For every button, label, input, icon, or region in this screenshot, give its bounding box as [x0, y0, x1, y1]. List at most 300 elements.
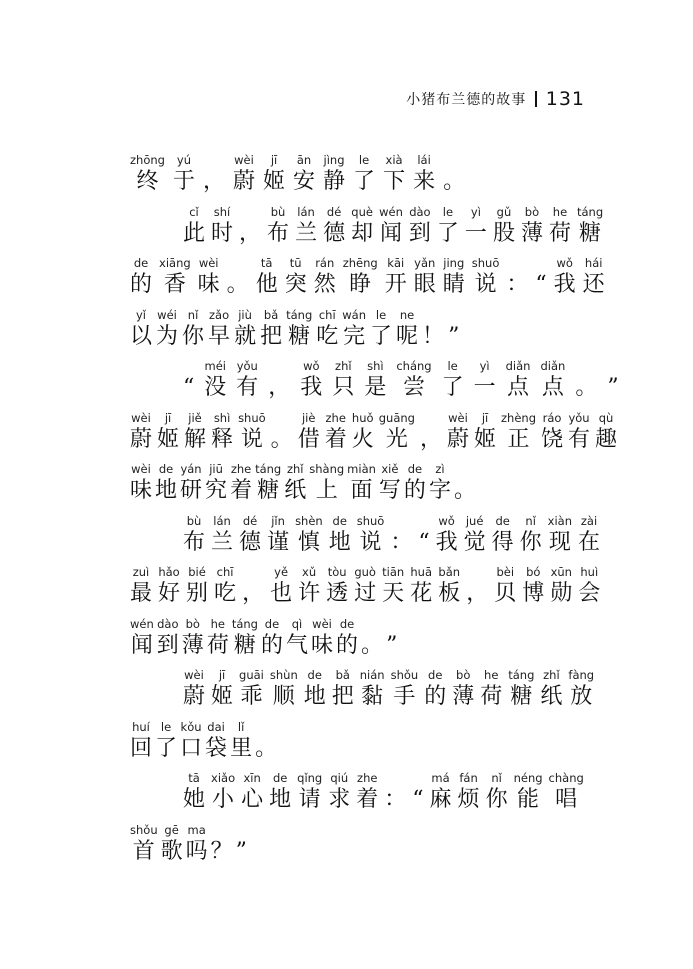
pinyin: wèi [312, 616, 332, 631]
punctuation [412, 771, 423, 813]
hanzi: 下 [383, 169, 406, 194]
ruby-character [286, 308, 312, 350]
punctuation [390, 514, 412, 556]
hanzi: 许 [298, 581, 321, 606]
ruby-character [323, 205, 345, 247]
pinyin: qì [291, 616, 303, 631]
book-title: 小猪布兰德的故事 [406, 92, 527, 108]
pinyin: hǎo [158, 565, 180, 579]
ruby-character [211, 411, 233, 453]
punctuation [607, 359, 618, 401]
pinyin: de [495, 513, 510, 528]
pinyin: chī [216, 565, 234, 579]
hanzi: 火 [351, 426, 374, 452]
hanzi: 袋 [205, 735, 228, 761]
pinyin: fán [459, 771, 478, 785]
ruby-character [207, 617, 229, 659]
ruby-character [540, 359, 565, 401]
hanzi: ” [386, 632, 398, 658]
ruby-character [211, 205, 233, 247]
pinyin: he [210, 616, 225, 631]
pinyin: lǐ [237, 719, 245, 734]
hanzi: 完 [343, 323, 366, 349]
hanzi: ， [466, 581, 489, 606]
pinyin: le [447, 359, 458, 373]
pinyin: de [332, 513, 347, 528]
hanzi: 我 [435, 529, 458, 555]
hanzi: 有 [568, 426, 591, 452]
ruby-character [326, 565, 348, 607]
ruby-character [260, 308, 282, 350]
hanzi: 了 [155, 735, 178, 761]
ruby-character [263, 153, 285, 195]
pinyin: tū [289, 256, 302, 270]
hanzi: 天 [382, 581, 405, 606]
pinyin: nǐ [491, 771, 502, 785]
ruby-character [256, 256, 278, 298]
hanzi: 能 [517, 787, 540, 812]
ruby-character [332, 668, 354, 710]
hanzi: 布 [267, 220, 290, 246]
pinyin: tòu [327, 565, 347, 579]
pinyin: le [160, 719, 172, 734]
pinyin: bó [526, 565, 541, 579]
pinyin: shǒu [390, 668, 419, 682]
running-header [406, 88, 585, 110]
pinyin: táng [231, 616, 258, 631]
pinyin: wèi [198, 256, 219, 270]
ruby-character [391, 668, 419, 710]
ruby-character [404, 462, 426, 504]
hanzi: 上 [315, 478, 338, 503]
hanzi: 博 [522, 581, 545, 606]
ruby-character [347, 462, 376, 504]
hanzi: ， [242, 581, 265, 606]
hanzi: 说 [474, 272, 497, 297]
hanzi: 终 [136, 169, 159, 194]
hanzi: 释 [211, 426, 234, 452]
ruby-character [158, 565, 180, 607]
punctuation [239, 205, 261, 247]
ruby-character [239, 514, 261, 556]
hanzi: 闻 [130, 632, 153, 658]
pinyin: bò [185, 616, 200, 631]
ruby-character [204, 359, 226, 401]
hanzi: 时 [211, 220, 234, 246]
punctuation [386, 617, 397, 659]
pinyin: ān [296, 153, 312, 167]
pinyin: yì [479, 359, 490, 373]
hanzi: 小 [212, 787, 235, 812]
ruby-character [311, 617, 333, 659]
hanzi: 味 [197, 272, 220, 297]
pinyin: nǐ [525, 513, 536, 528]
ruby-character [430, 771, 452, 813]
pinyin: jiū [209, 462, 223, 476]
pinyin: táng [255, 462, 282, 476]
pinyin: què [351, 204, 373, 219]
hanzi: 姬 [263, 169, 286, 194]
hanzi: 糖 [510, 684, 533, 709]
pinyin: bǎ [335, 668, 350, 682]
pinyin: yì [470, 204, 481, 219]
hanzi: 气 [286, 632, 309, 658]
ruby-character [182, 617, 204, 659]
hanzi: 着 [324, 426, 347, 452]
ruby-character [270, 668, 298, 710]
hanzi: 蔚 [446, 426, 469, 452]
ruby-character [442, 359, 464, 401]
pinyin: guāng [378, 410, 415, 425]
ruby-character [186, 823, 208, 865]
ruby-character [370, 308, 392, 350]
hanzi: 德 [239, 529, 262, 555]
ruby-character [130, 153, 165, 195]
ruby-character [554, 256, 576, 298]
pinyin: he [484, 668, 499, 682]
pinyin: shàng [309, 462, 345, 476]
ruby-character [379, 462, 401, 504]
pinyin: hái [584, 256, 603, 270]
pinyin: zhēng [342, 256, 378, 270]
text-line [183, 514, 606, 556]
hanzi: 股 [492, 220, 515, 246]
pinyin: wén [130, 616, 154, 631]
ruby-character [130, 256, 152, 298]
hanzi: 为 [156, 323, 179, 349]
ruby-character [493, 205, 515, 247]
hanzi: 现 [548, 529, 571, 555]
ruby-character [413, 153, 435, 195]
hanzi: 糖 [579, 220, 602, 246]
ruby-character [230, 720, 252, 762]
ruby-character [429, 462, 451, 504]
ruby-character [316, 308, 338, 350]
pinyin: yú [176, 153, 192, 167]
text-line [183, 771, 590, 813]
hanzi: 点 [507, 375, 530, 400]
pinyin: xià [385, 153, 403, 167]
hanzi: 光 [385, 426, 408, 452]
punctuation [236, 823, 247, 865]
ruby-character [548, 514, 572, 556]
pinyin: wǒ [556, 256, 573, 270]
hanzi: “ [418, 529, 430, 555]
ruby-character [550, 565, 572, 607]
ruby-character [183, 205, 205, 247]
pinyin: chàng [548, 771, 584, 785]
pinyin: jiě [188, 410, 202, 425]
pinyin: zhe [230, 462, 252, 476]
ruby-character [261, 617, 283, 659]
pinyin: bù [186, 513, 202, 528]
hanzi: 你 [182, 323, 205, 349]
hanzi: ” [607, 375, 619, 400]
pinyin: fàng [568, 668, 595, 682]
pinyin: wén [379, 204, 403, 219]
hanzi: 薄 [452, 684, 475, 709]
pinyin: zhǐ [335, 359, 352, 373]
ruby-character [295, 514, 323, 556]
pinyin: dé [326, 204, 342, 219]
pinyin: ma [187, 822, 206, 837]
ruby-character [521, 205, 543, 247]
ruby-character [205, 462, 227, 504]
hanzi: 一 [473, 375, 496, 400]
hanzi: 研 [180, 478, 203, 503]
pinyin: gǔ [496, 204, 512, 219]
pinyin: ráo [542, 410, 562, 425]
pinyin: ne [399, 307, 415, 322]
ruby-character [182, 308, 204, 350]
pinyin: miàn [347, 462, 376, 476]
hanzi: 了 [353, 169, 376, 194]
hanzi: 薄 [520, 220, 543, 246]
hanzi: 就 [234, 323, 257, 349]
hanzi: ， [239, 220, 262, 246]
ruby-character [443, 256, 465, 298]
hanzi: 然 [313, 272, 336, 297]
hanzi: 说 [240, 426, 263, 452]
ruby-character [336, 617, 358, 659]
hanzi: “ [535, 272, 547, 297]
ruby-character [286, 617, 308, 659]
hanzi: 以 [130, 323, 153, 349]
pinyin: bèi [496, 565, 515, 579]
hanzi: ？ [210, 838, 233, 864]
punctuation [506, 256, 528, 298]
ruby-character [304, 668, 326, 710]
pinyin: xūn [550, 565, 572, 579]
ruby-character [298, 565, 320, 607]
hanzi: 荷 [548, 220, 571, 246]
ruby-character [183, 668, 205, 710]
hanzi: 透 [326, 581, 349, 606]
hanzi: 纸 [284, 478, 307, 503]
pinyin: de [272, 771, 288, 785]
hanzi: 睁 [349, 272, 372, 297]
pinyin: qiú [330, 771, 349, 785]
hanzi: 口 [180, 735, 203, 761]
ruby-character [352, 411, 374, 453]
ruby-character [379, 205, 403, 247]
ruby-character [183, 771, 205, 813]
pinyin: lán [213, 513, 231, 528]
ruby-character [198, 256, 220, 298]
hanzi: 静 [323, 169, 346, 194]
pinyin: diǎn [540, 359, 566, 373]
text-line [130, 308, 463, 350]
pinyin: rán [315, 256, 335, 270]
hanzi: 面 [350, 478, 373, 503]
punctuation [420, 411, 442, 453]
hanzi: 究 [205, 478, 228, 503]
pinyin: méi [204, 359, 226, 373]
ruby-character [379, 411, 415, 453]
pinyin: guāi [239, 668, 264, 682]
hanzi: 姬 [211, 684, 234, 709]
hanzi: 了 [370, 323, 393, 349]
pinyin: xiāng [159, 256, 191, 270]
hanzi: 了 [436, 220, 459, 246]
ruby-character [465, 205, 487, 247]
ruby-character [233, 153, 255, 195]
text-line [130, 720, 280, 762]
hanzi: 蔚 [183, 684, 206, 709]
ruby-character [356, 771, 378, 813]
hanzi: 字 [428, 478, 451, 503]
pinyin: zhe [325, 410, 346, 425]
pinyin: jué [465, 513, 484, 528]
ruby-character [230, 462, 252, 504]
ruby-character [297, 771, 322, 813]
pinyin: cǐ [189, 204, 199, 219]
hanzi: 荷 [480, 684, 503, 709]
pinyin: jī [164, 410, 172, 425]
pinyin: wǒ [303, 359, 320, 373]
punctuation [361, 617, 383, 659]
ruby-character [568, 668, 594, 710]
ruby-character [332, 359, 354, 401]
ruby-character [396, 308, 418, 350]
hanzi: 趣 [595, 426, 618, 452]
punctuation [183, 359, 194, 401]
hanzi: 没 [204, 375, 227, 400]
hanzi: 回 [130, 735, 153, 761]
ruby-character [130, 823, 158, 865]
ruby-character [357, 514, 385, 556]
hanzi: 的 [130, 272, 153, 297]
hanzi: ” [448, 323, 460, 349]
hanzi: 味 [130, 478, 153, 503]
hanzi: 布 [183, 529, 206, 555]
pinyin: zuì [132, 565, 150, 579]
ruby-character [385, 256, 407, 298]
hanzi: 尝 [402, 375, 425, 400]
pinyin: huì [580, 565, 599, 579]
pinyin: wèi [448, 410, 468, 425]
ruby-character [396, 359, 431, 401]
hanzi: 写 [378, 478, 401, 503]
hanzi: 你 [519, 529, 542, 555]
ruby-character [255, 462, 281, 504]
ruby-character [208, 308, 230, 350]
hanzi: 解 [184, 426, 207, 452]
ruby-character [214, 565, 236, 607]
hanzi: 只 [332, 375, 355, 400]
hanzi: 也 [270, 581, 293, 606]
ruby-character [267, 514, 289, 556]
pinyin: jìng [323, 153, 345, 167]
pinyin: bǎ [263, 307, 279, 322]
text-line [130, 256, 612, 298]
pinyin: yǒu [568, 410, 590, 425]
hanzi: 蔚 [130, 426, 153, 452]
punctuation [448, 308, 459, 350]
ruby-character [351, 205, 373, 247]
punctuation [422, 308, 444, 350]
hanzi: 。 [270, 426, 293, 452]
ruby-character [480, 668, 502, 710]
hanzi: 眼 [413, 272, 436, 297]
pinyin: zhe [357, 771, 378, 785]
ruby-character [514, 771, 543, 813]
ruby-character [353, 153, 375, 195]
hanzi: 地 [303, 684, 326, 709]
hanzi: 到 [156, 632, 179, 658]
pinyin: jiè [301, 410, 316, 425]
text-line [130, 823, 250, 865]
text-line [183, 205, 609, 247]
hanzi: 顺 [272, 684, 295, 709]
ruby-character [155, 720, 177, 762]
hanzi: 最 [130, 581, 153, 606]
pinyin: de [407, 462, 423, 476]
ruby-character [130, 308, 152, 350]
ruby-character [180, 720, 202, 762]
hanzi: 糖 [233, 632, 256, 658]
pinyin: wèi [131, 410, 151, 425]
punctuation [535, 256, 546, 298]
ruby-character [414, 256, 436, 298]
hanzi: 黏 [361, 684, 384, 709]
ruby-character [506, 359, 531, 401]
ruby-character [424, 668, 446, 710]
hanzi: 。 [453, 478, 476, 503]
hanzi: 薄 [181, 632, 204, 658]
ruby-character [186, 565, 208, 607]
hanzi: 你 [485, 787, 508, 812]
ruby-character [578, 514, 600, 556]
hanzi: 到 [408, 220, 431, 246]
pinyin: zhōng [130, 153, 165, 167]
punctuation [466, 565, 488, 607]
pinyin: dào [409, 204, 431, 219]
pinyin: tā [260, 256, 273, 270]
header-divider [535, 91, 537, 107]
ruby-character [549, 771, 584, 813]
pinyin: wǒ [438, 513, 455, 528]
ruby-character [595, 411, 617, 453]
ruby-character [130, 411, 152, 453]
hanzi: ” [235, 838, 247, 864]
pinyin: zǎo [208, 307, 230, 322]
hanzi: 心 [241, 787, 264, 812]
punctuation [255, 720, 277, 762]
ruby-character [270, 565, 292, 607]
pinyin: lán [297, 204, 315, 219]
hanzi: 她 [183, 787, 206, 812]
hanzi: 得 [491, 529, 514, 555]
pinyin: bò [524, 204, 540, 219]
pinyin: néng [513, 771, 543, 785]
hanzi: 地 [269, 787, 292, 812]
hanzi: 的 [424, 684, 447, 709]
pinyin: yǒu [236, 359, 258, 373]
ruby-character [130, 462, 152, 504]
ruby-character [578, 565, 600, 607]
hanzi: 好 [158, 581, 181, 606]
pinyin: de [339, 616, 355, 631]
hanzi: 早 [208, 323, 231, 349]
pinyin: nián [359, 668, 385, 682]
ruby-character [155, 462, 177, 504]
hanzi: 贝 [494, 581, 517, 606]
pinyin: bǎn [438, 565, 461, 579]
pinyin: huǒ [351, 410, 374, 425]
ruby-character [382, 565, 404, 607]
pinyin: yán [180, 462, 202, 476]
